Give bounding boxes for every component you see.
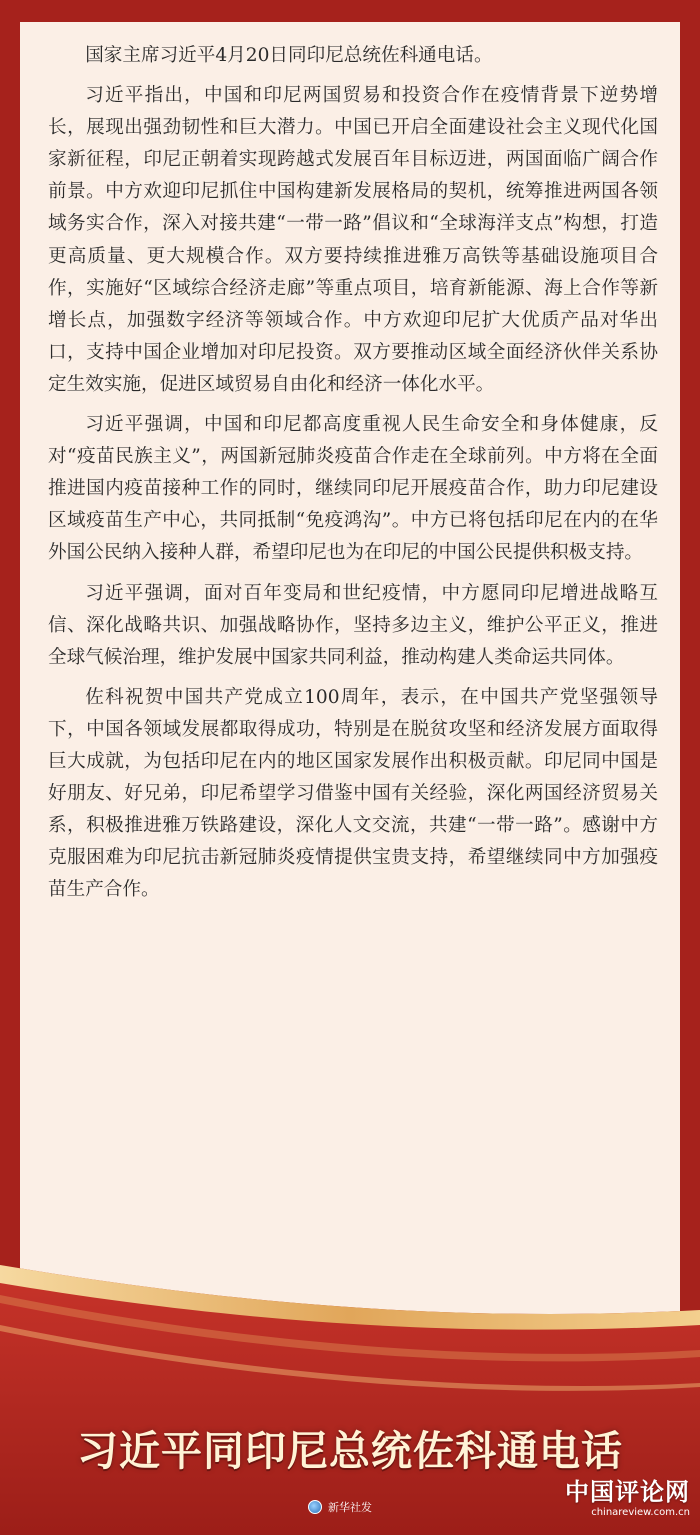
globe-icon (308, 1500, 322, 1514)
article-paragraph: 佐科祝贺中国共产党成立100周年，表示，在中国共产党坚强领导下，中国各领域发展都取得成功，特别是在脱贫攻坚和经济发展方面取得巨大成就，为包括印尼在内的地区国家发展作出积极贡献。印尼同中国是好朋友、好兄弟，印尼希望学习借鉴中国有关经验，深化两国经济贸易关系，积极推进雅万铁路建设，深化人文交流，共建“一带一路”。感谢中方克服困难为印尼抗击新冠肺炎疫情提供宝贵支持，希望继续同中方加强疫苗生产合作。 (48, 686, 658, 901)
agency-credit (308, 1499, 372, 1515)
site-watermark (550, 1478, 690, 1520)
agency-name: 新华社发 (328, 1501, 372, 1514)
article-body (48, 40, 658, 914)
article-paragraph: 习近平指出，中国和印尼两国贸易和投资合作在疫情背景下逆势增长，展现出强劲韧性和巨大潜力。中国已开启全面建设社会主义现代化国家新征程，印尼正朝着实现跨越式发展百年目标迈进，两国面临广阔合作前景。中方欢迎印尼抓住中国构建新发展格局的契机，统筹推进两国各领域务实合作，深入对接共建“一带一路”倡议和“全球海洋支点”构想，打造更高质量、更大规模合作。双方要持续推进雅万高铁等基础设施项目合作，实施好“区域综合经济走廊”等重点项目，培育新能源、海上合作等新增长点，加强数字经济等领域合作。中方欢迎印尼扩大优质产品对华出口，支持中国企业增加对印尼投资。双方要推动区域全面经济伙伴关系协定生效实施，促进区域贸易自由化和经济一体化水平。 (48, 85, 658, 395)
banner-headline: 习近平同印尼总统佐科通电话 (77, 1427, 623, 1475)
article-paragraph: 习近平强调，中国和印尼都高度重视人民生命安全和身体健康，反对“疫苗民族主义”，两国新冠肺炎疫苗合作走在全球前列。中方将在全面推进国内疫苗接种工作的同时，继续同印尼开展疫苗合作，助力印尼建设区域疫苗生产中心，共同抵制“免疫鸿沟”。中方已将包括印尼在内的在华外国公民纳入接种人群，希望印尼也为在印尼的中国公民提供积极支持。 (48, 414, 658, 564)
article-paragraph: 国家主席习近平4月20日同印尼总统佐科通电话。 (85, 45, 493, 66)
article-paragraph: 习近平强调，面对百年变局和世纪疫情，中方愿同印尼增进战略互信、深化战略共识、加强战略协作，坚持多边主义，维护公平正义，推进全球气候治理，维护发展中国家共同利益，推动构建人类命运共同体。 (48, 582, 658, 668)
watermark-logo: 中国评论网 (565, 1478, 690, 1506)
watermark-url: chinareview.com.cn (591, 1507, 690, 1518)
